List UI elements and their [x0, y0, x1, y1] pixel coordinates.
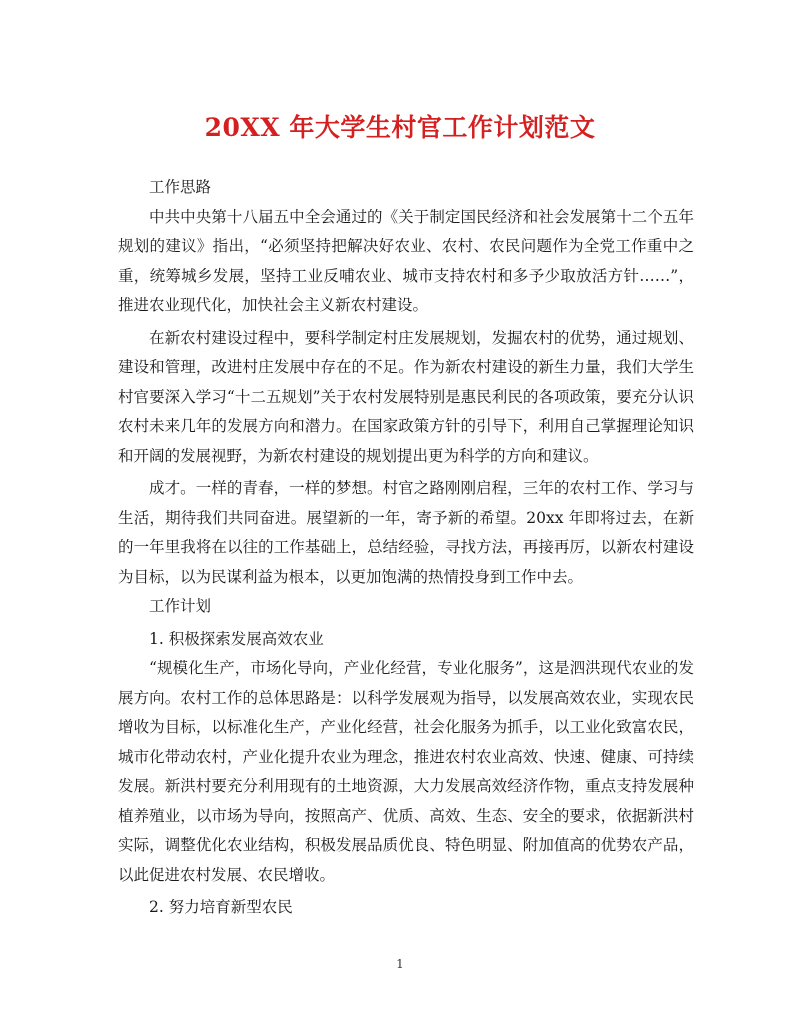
body-paragraph: 成才。一样的青春，一样的梦想。村官之路刚刚启程，三年的农村工作、学习与生活，期待我们共同奋进。展望新的一年，寄予新的希望。20xx 年即将过去，在新的一年里我将在以往的工作基础上，总结经验，寻找方法，再接再厉，以新农村建设为目标，以为民谋利益为根本，以更加饱满的热情投身到工作中去。 [118, 479, 694, 586]
document-body [118, 173, 694, 923]
page-number: 1 [396, 957, 404, 971]
sub-heading: 1. 积极探索发展高效农业 [149, 629, 324, 648]
section-heading: 工作计划 [149, 597, 212, 615]
body-paragraph: “规模化生产，市场化导向，产业化经营，专业化服务”，这是泗洪现代农业的发展方向。农村工作的总体思路是：以科学发展观为指导，以发展高效农业，实现农民增收为目标，以标准化生产，产业化经营，社会化服务为抓手，以工业化致富农民，城市化带动农村，产业化提升农业为理念，推进农村农业高效、快速、健康、可持续发展。新洪村要充分利用现有的土地资源，大力发展高效经济作物，重点支持发展种植养殖业，以市场为导向，按照高产、优质、高效、生态、安全的要求，依据新洪村实际，调整优化农业结构，积极发展品质优良、特色明显、附加值高的优势农产品，以此促进农村发展、农民增收。 [118, 659, 694, 884]
sub-heading: 2. 努力培育新型农民 [149, 898, 293, 916]
document-title: 20XX 年大学生村官工作计划范文 [204, 113, 596, 142]
body-paragraph: 在新农村建设过程中，要科学制定村庄发展规划，发掘农村的优势，通过规划、建设和管理，改进村庄发展中存在的不足。作为新农村建设的新生力量，我们大学生村官要深入学习“十二五规划”关于农村发展特别是惠民利民的各项政策，要充分认识农村未来几年的发展方向和潜力。在国家政策方针的引导下，利用自己掌握理论知识和开阔的发展视野，为新农村建设的规划提出更为科学的方向和建议。 [118, 328, 694, 465]
section-heading: 工作思路 [149, 178, 212, 196]
body-paragraph: 中共中央第十八届五中全会通过的《关于制定国民经济和社会发展第十二个五年规划的建议》指出，“必须坚持把解决好农业、农村、农民问题作为全党工作重中之重，统筹城乡发展，坚持工业反哺农业、城市支持农村和多予少取放活方针……”， 推进农业现代化，加快社会主义新农村建设。 [118, 207, 694, 314]
